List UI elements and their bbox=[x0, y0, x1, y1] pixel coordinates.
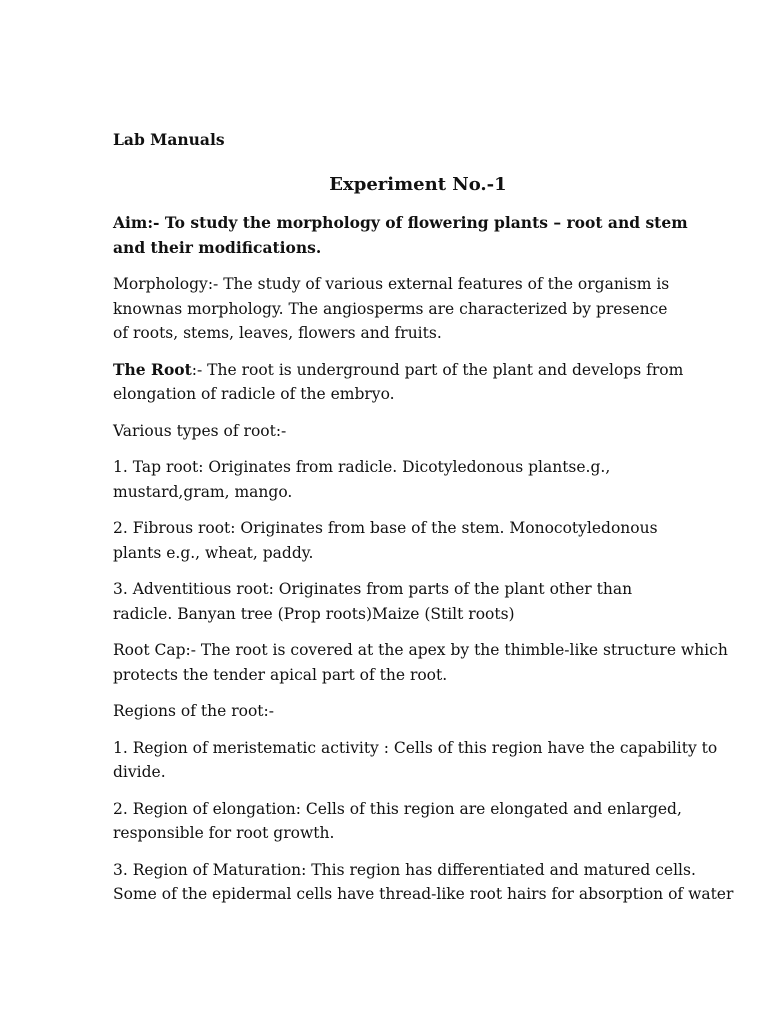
type-item-2-line-1: 2. Fibrous root: Originates from base of the stem. Monocotyledonous bbox=[113, 519, 658, 537]
region-item-meristematic bbox=[113, 736, 718, 785]
region-item-1-line-2: divide. bbox=[113, 763, 166, 781]
type-item-3-line-1: 3. Adventitious root: Originates from parts of the plant other than bbox=[113, 580, 633, 598]
morphology-line-3: of roots, stems, leaves, flowers and fruits. bbox=[113, 324, 442, 342]
region-item-1-line-1: 1. Region of meristematic activity : Cells of this region have the capability to bbox=[113, 738, 718, 757]
type-item-1-line-1: 1. Tap root: Originates from radicle. Dicotyledonous plantse.g., bbox=[113, 458, 611, 476]
regions-heading: Regions of the root:- bbox=[113, 702, 274, 720]
morphology-line-1: Morphology:- The study of various external features of the organism is bbox=[113, 275, 670, 293]
region-item-elongation bbox=[113, 797, 703, 846]
type-item-adventitious-root bbox=[113, 577, 703, 626]
region-item-3-line-1: 3. Region of Maturation: This region has differentiated and matured cells. bbox=[113, 860, 696, 879]
root-cap-line-2: protects the tender apical part of the root. bbox=[113, 665, 448, 684]
type-item-3-line-2: radicle. Banyan tree (Prop roots)Maize (Stilt roots) bbox=[113, 604, 515, 623]
region-item-3-line-2: Some of the epidermal cells have thread-like root hairs for absorption of water bbox=[113, 885, 734, 903]
root-lead-term: The Root bbox=[113, 359, 192, 379]
root-line-1 bbox=[113, 358, 703, 383]
type-item-tap-root bbox=[113, 455, 703, 504]
morphology-line-2: knownas morphology. The angiosperms are characterized by presence bbox=[113, 299, 668, 318]
region-item-2-line-1: 2. Region of elongation: Cells of this region are elongated and enlarged, bbox=[113, 799, 682, 818]
root-line-1-rest: :- The root is underground part of the plant and develops from bbox=[191, 360, 684, 379]
type-item-1-line-2: mustard,gram, mango. bbox=[113, 482, 293, 501]
aim-line-2: and their modifications. bbox=[113, 237, 322, 257]
root-cap-paragraph bbox=[113, 638, 728, 687]
region-item-maturation bbox=[113, 858, 734, 907]
lab-manual-heading: Lab Manuals bbox=[113, 130, 225, 149]
morphology-paragraph bbox=[113, 272, 703, 346]
region-item-2-line-2: responsible for root growth. bbox=[113, 824, 335, 842]
types-heading: Various types of root:- bbox=[113, 421, 287, 440]
root-line-2: elongation of radicle of the embryo. bbox=[113, 385, 395, 403]
aim-paragraph bbox=[113, 211, 703, 260]
type-item-fibrous-root bbox=[113, 516, 703, 565]
type-item-2-line-2: plants e.g., wheat, paddy. bbox=[113, 543, 314, 562]
root-cap-line-1: Root Cap:- The root is covered at the apex by the thimble-like structure which bbox=[113, 641, 728, 659]
root-paragraph bbox=[113, 358, 703, 407]
aim-line-1: Aim:- To study the morphology of flowering plants – root and stem bbox=[113, 213, 688, 232]
document-content bbox=[113, 128, 734, 919]
experiment-title: Experiment No.-1 bbox=[329, 173, 507, 195]
